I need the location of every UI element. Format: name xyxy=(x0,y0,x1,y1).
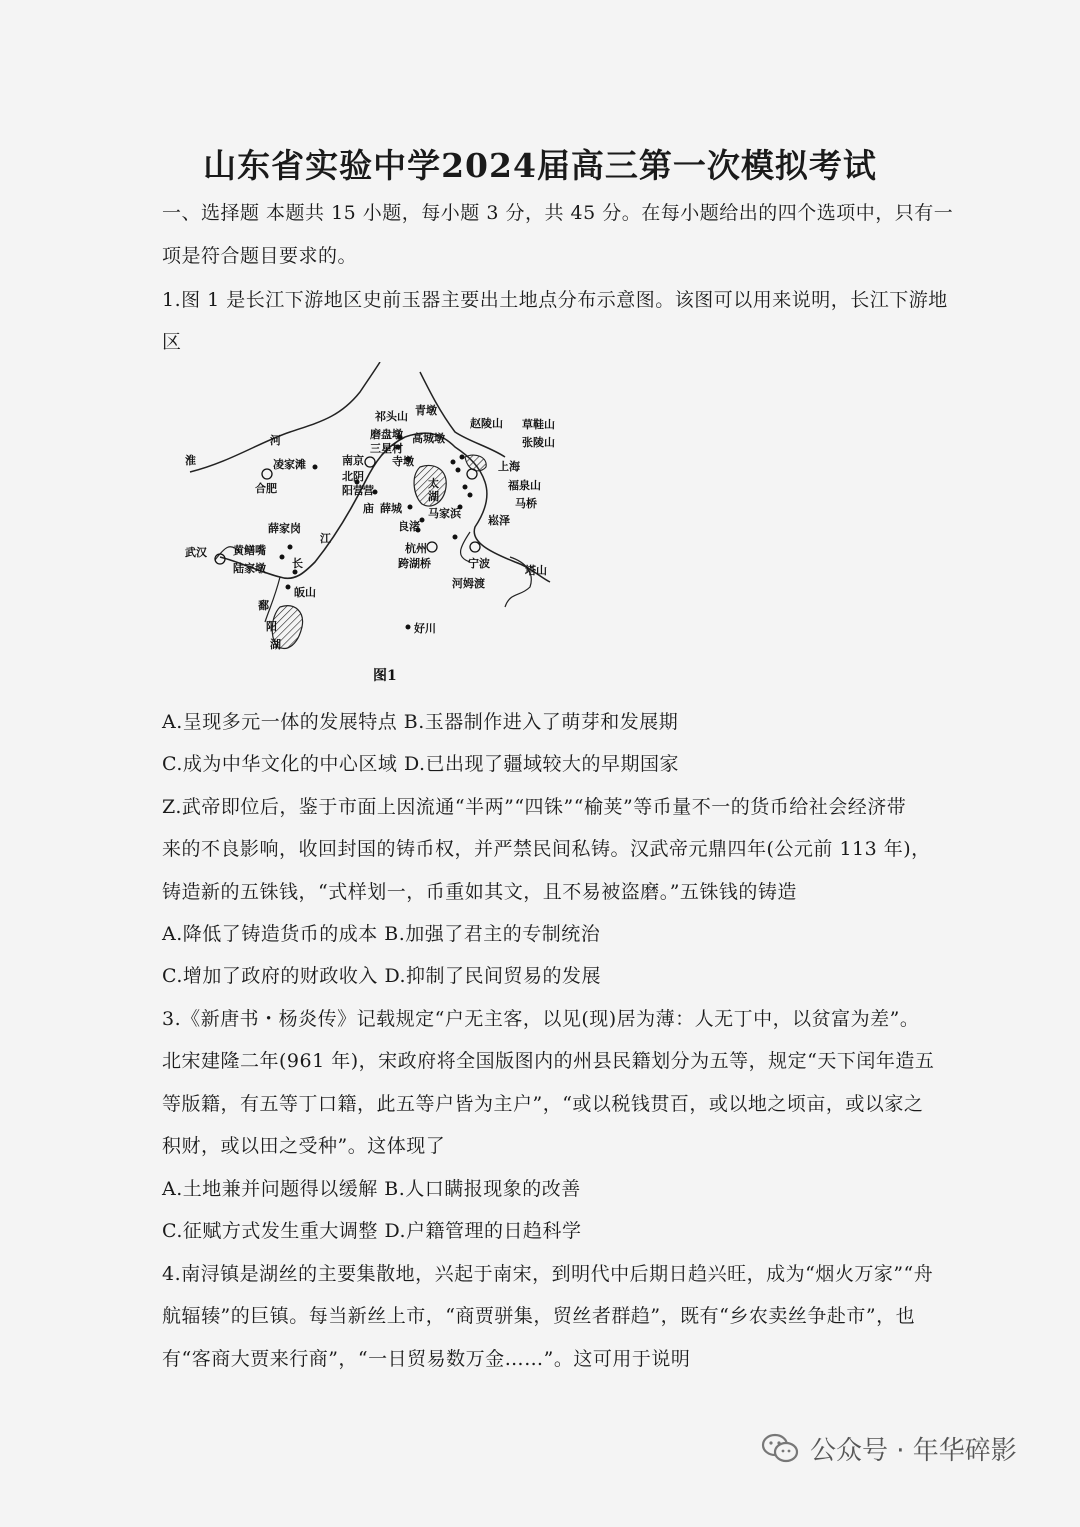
page-title: 山东省实验中学2024届高三第一次模拟考试 xyxy=(203,146,877,185)
map-label: 磨盘墩 xyxy=(370,428,403,441)
watermark xyxy=(760,1428,1017,1468)
q1-stem-line1: 1.图 1 是长江下游地区史前玉器主要出土地点分布示意图。该图可以用来说明，长江下游地 xyxy=(162,289,948,311)
map-label: 赵陵山 xyxy=(470,417,503,430)
q3-stem-line4: 积财，或以田之受种”。这体现了 xyxy=(162,1135,446,1157)
map-label: 太 xyxy=(428,477,439,490)
map-label: 湖 xyxy=(428,490,439,503)
map-label: 马桥 xyxy=(515,497,537,510)
map-label: 陆家墩 xyxy=(233,562,266,575)
q2-options-line1: A.降低了铸造货币的成本 B.加强了君主的专制统治 xyxy=(162,923,601,945)
q3-options-line2: C.征赋方式发生重大调整 D.户籍管理的日趋科学 xyxy=(162,1220,582,1242)
map-label: 良渚 xyxy=(398,520,420,533)
map-label: 薛城 xyxy=(380,502,402,515)
map-label: 阳 xyxy=(266,620,277,633)
map-label: 跨湖桥 xyxy=(398,557,431,570)
map-label: 河 xyxy=(270,434,281,447)
map-label: 淮 xyxy=(185,454,196,467)
section-header-line1: 一、选择题 本题共 15 小题，每小题 3 分，共 45 分。在每小题给出的四个选项中，只有一 xyxy=(162,202,954,224)
q1-options-line1: A.呈现多元一体的发展特点 B.玉器制作进入了萌芽和发展期 xyxy=(162,711,679,733)
map-label: 鄱 xyxy=(258,599,269,612)
q3-stem-line1: 3.《新唐书・杨炎传》记载规定“户无主客，以见(现)居为薄：人无丁中，以贫富为差”。 xyxy=(162,1008,920,1030)
q1-options-line2: C.成为中华文化的中心区域 D.已出现了疆域较大的早期国家 xyxy=(162,753,680,775)
map-label: 北阴 xyxy=(342,470,364,483)
map-label: 江 xyxy=(320,532,331,545)
map-label: 营 xyxy=(363,484,374,497)
map-label: 好川 xyxy=(414,622,436,635)
map-label: 高城墩 xyxy=(412,432,445,445)
watermark-text: 公众号 · 年华碎影 xyxy=(810,1435,1017,1466)
map-label: 南京 xyxy=(342,454,364,467)
map-label: 长 xyxy=(292,557,303,570)
map-label: 湖 xyxy=(270,638,281,651)
map-label: 皈山 xyxy=(294,586,316,599)
q3-stem-line3: 等版籍，有五等丁口籍，此五等户皆为主户”，“或以税钱贯百，或以地之顷亩，或以家之 xyxy=(162,1093,924,1115)
map-label: 武汉 xyxy=(185,546,207,559)
map-label: 庙 xyxy=(363,502,374,515)
q4-stem-line2: 航辐辏”的巨镇。每当新丝上市，“商贾骈集，贸丝者群趋”，既有“乡农卖丝争赴市”，也 xyxy=(162,1305,916,1327)
map-label: 阳营 xyxy=(342,484,364,497)
q3-stem-line2: 北宋建隆二年(961 年)，宋政府将全国版图内的州县民籍划分为五等，规定“天下闰年造五 xyxy=(162,1050,935,1072)
map-label: 崧泽 xyxy=(488,514,510,527)
q2-stem-line2: 来的不良影响，收回封国的铸币权，并严禁民间私铸。汉武帝元鼎四年(公元前 113 年)， xyxy=(162,838,931,860)
map-label: 三星村 xyxy=(370,442,403,455)
q2-stem-line3: 铸造新的五铢钱，“式样划一，币重如其文，且不易被盗磨。”五铢钱的铸造 xyxy=(162,881,797,903)
map-label: 杭州 xyxy=(405,542,427,555)
map-label: 黄鳝嘴 xyxy=(233,544,266,557)
q3-options-line1: A.土地兼并问题得以缓解 B.人口瞒报现象的改善 xyxy=(162,1178,581,1200)
map-label: 草鞋山 xyxy=(522,418,555,431)
map-label: 凌家滩 xyxy=(273,458,306,471)
map-label: 塔山 xyxy=(525,564,547,577)
map-label: 合肥 xyxy=(255,482,277,495)
map-label: 青墩 xyxy=(415,404,437,417)
map-label: 祁头山 xyxy=(375,410,408,423)
q4-stem-line1: 4.南浔镇是湖丝的主要集散地，兴起于南宋，到明代中后期日趋兴旺，成为“烟火万家”“舟 xyxy=(162,1263,934,1285)
jade-sites-map xyxy=(170,362,590,692)
map-label: 马家浜 xyxy=(428,507,461,520)
map-label: 河姆渡 xyxy=(452,577,485,590)
wechat-icon xyxy=(760,1432,800,1464)
section-header-line2: 项是符合题目要求的。 xyxy=(162,245,358,267)
map-caption: 图1 xyxy=(373,668,397,684)
map-label: 寺墩 xyxy=(392,455,414,468)
map-label: 上海 xyxy=(498,460,520,473)
q1-stem-line2: 区 xyxy=(162,331,182,353)
q4-stem-line3: 有“客商大贾来行商”，“一日贸易数万金……”。这可用于说明 xyxy=(162,1348,691,1370)
map-label: 宁波 xyxy=(468,557,490,570)
q2-options-line2: C.增加了政府的财政收入 D.抑制了民间贸易的发展 xyxy=(162,965,602,987)
map-label: 张陵山 xyxy=(522,436,555,449)
map-label: 薛家岗 xyxy=(268,522,301,535)
map-label: 福泉山 xyxy=(508,479,541,492)
q2-stem-line1: Z.武帝即位后，鉴于市面上因流通“半两”“四铢”“榆荚”等币量不一的货币给社会经济带 xyxy=(162,796,907,818)
